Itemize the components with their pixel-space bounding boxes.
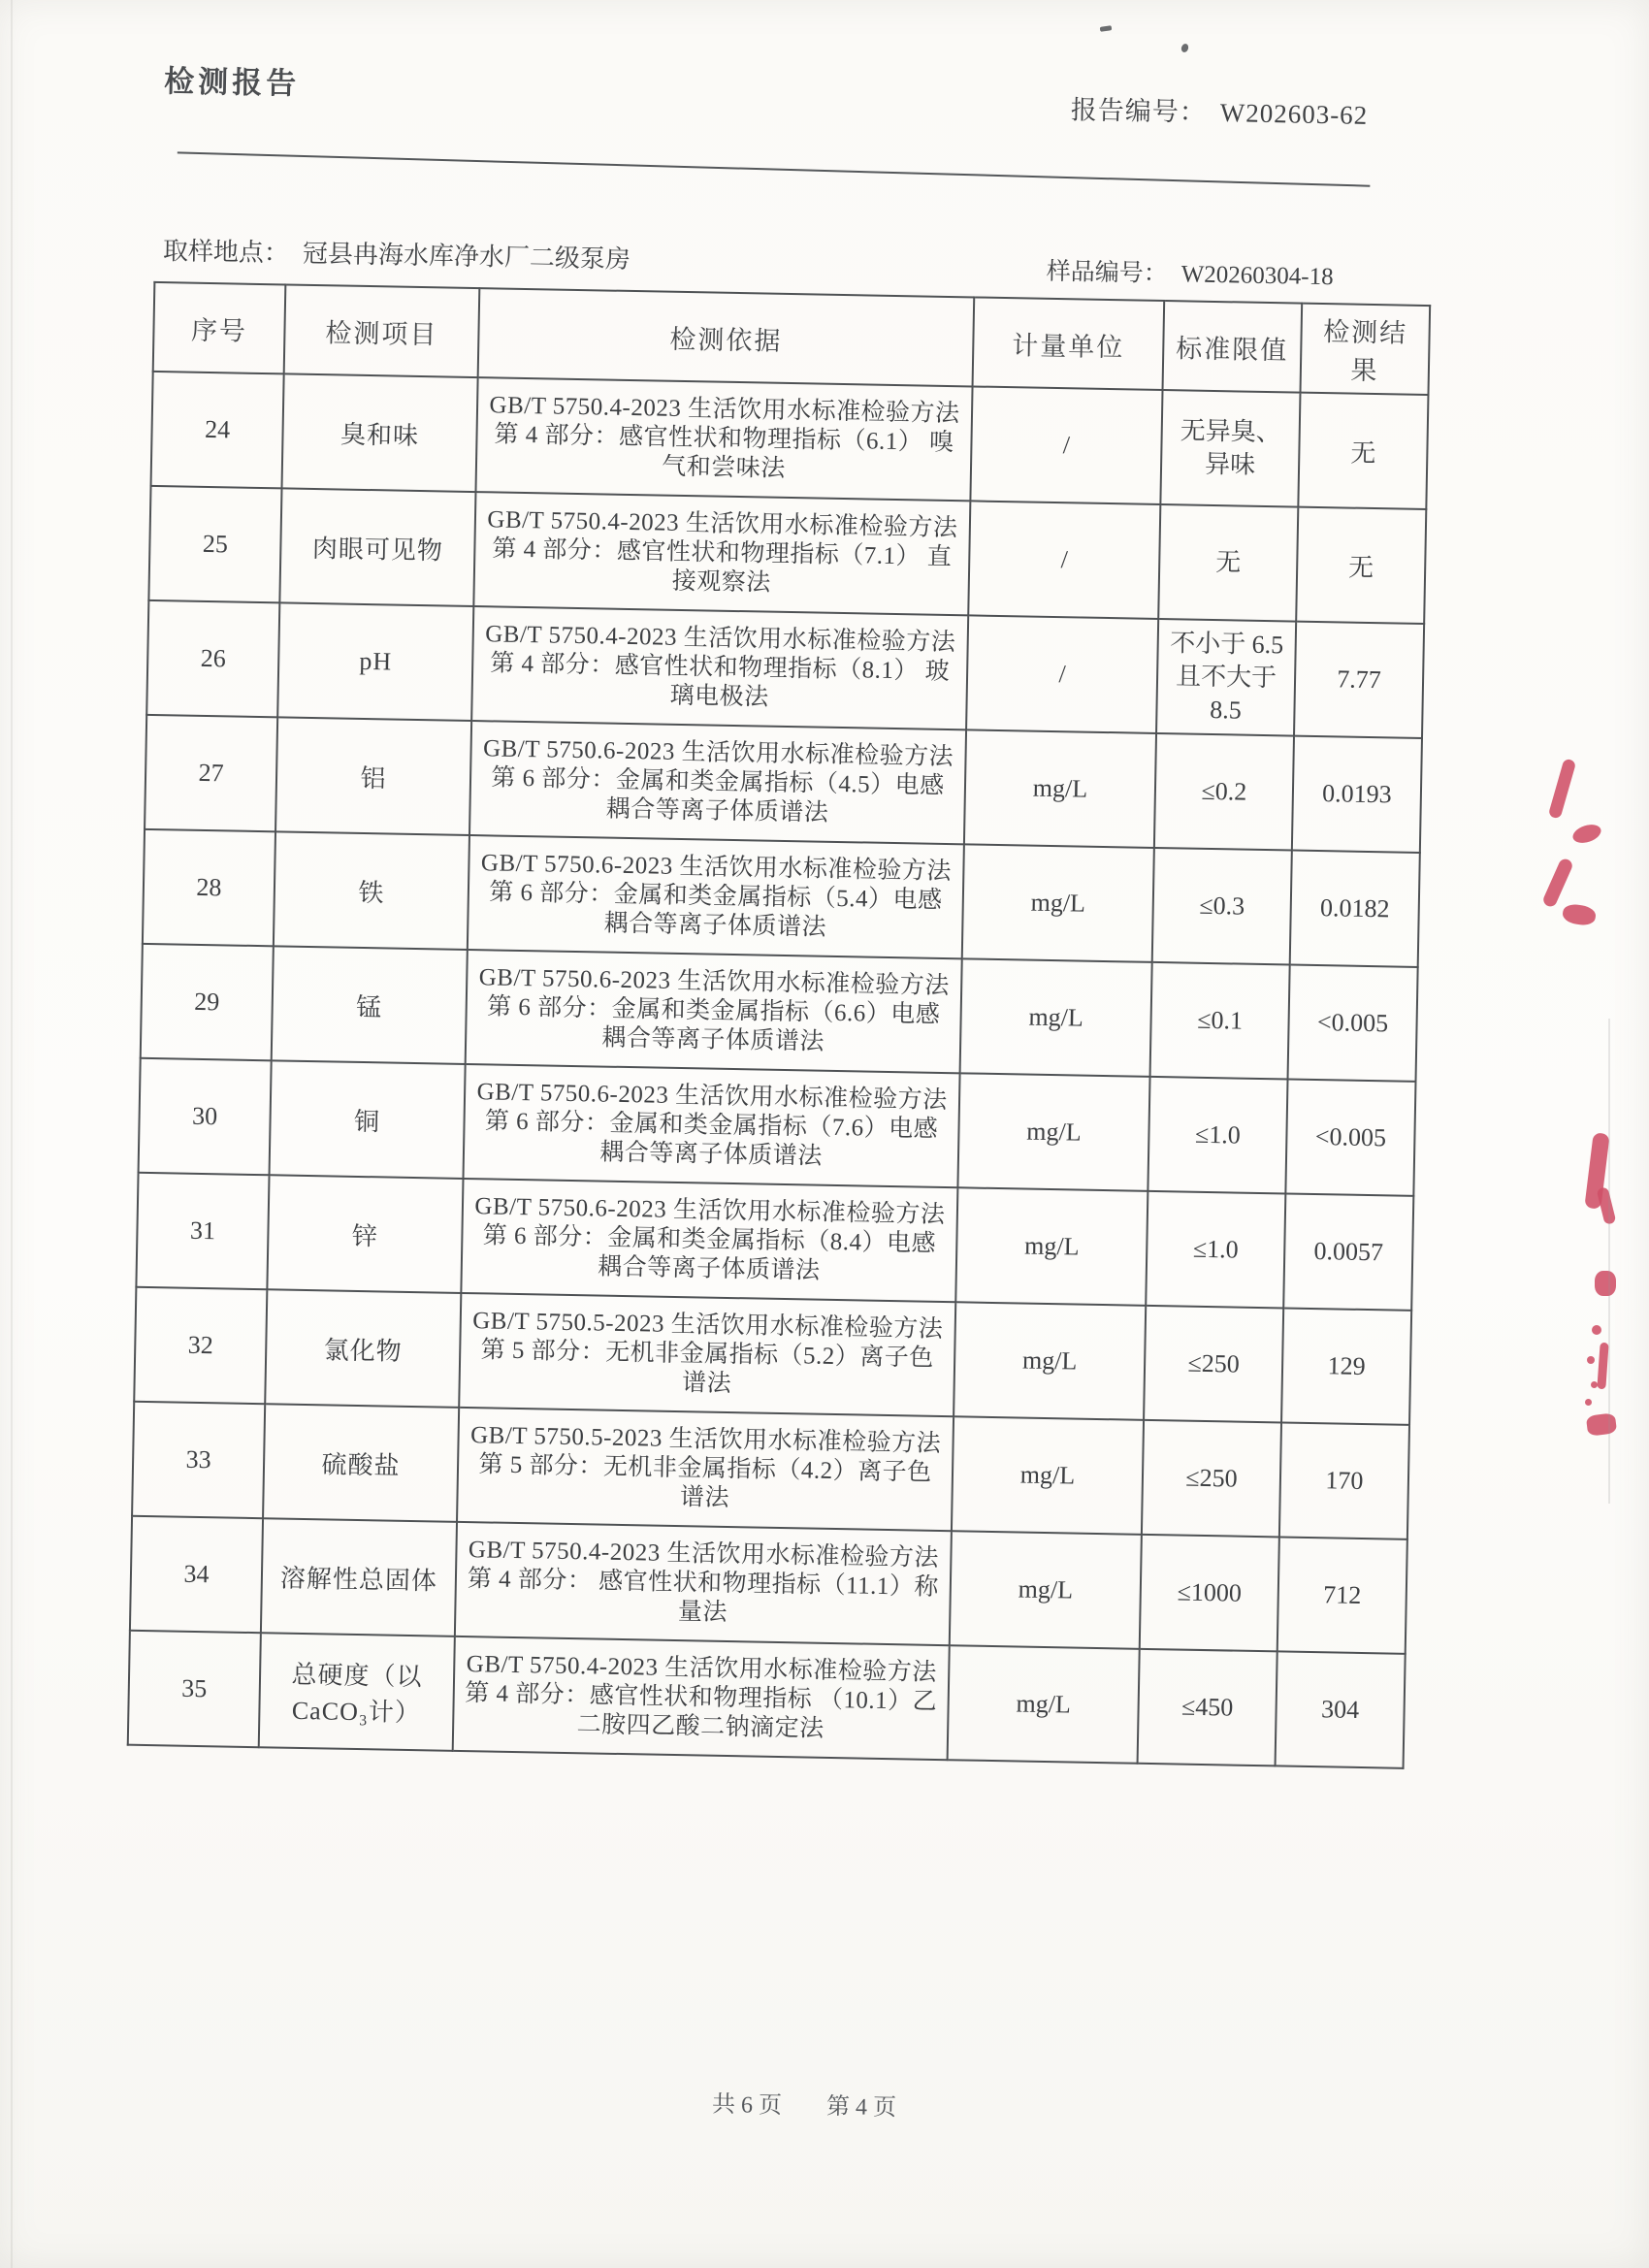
item-cell: 总硬度（以CaCO₃计） [259,1633,455,1751]
basis-cell: GB/T 5750.6-2023 生活饮用水标准检验方法 第 6 部分：金属和类金属指标（4.5）电感耦合等离子体质谱法 [469,721,966,844]
result-cell: <0.005 [1288,965,1418,1082]
red-stamp-fragment [1548,758,1577,819]
basis-cell: GB/T 5750.4-2023 生活饮用水标准检验方法 第 4 部分：感官性状和物理指标（8.1） 玻璃电极法 [471,606,968,729]
title-divider [178,151,1371,186]
sampling-location-value: 冠县冉海水库净水厂二级泵房 [302,239,631,274]
sample-number-label: 样品编号： [1046,258,1168,288]
no-cell: 29 [141,944,274,1060]
limit-cell: ≤250 [1142,1420,1281,1538]
basis-cell: GB/T 5750.4-2023 生活饮用水标准检验方法 第 4 部分： 感官性状和物理指标（11.1）称量法 [455,1522,952,1645]
unit-cell: mg/L [957,1073,1149,1191]
unit-cell: / [970,386,1162,504]
basis-cell: GB/T 5750.6-2023 生活饮用水标准检验方法 第 6 部分：金属和类金属指标（7.6）电感耦合等离子体质谱法 [464,1064,960,1187]
item-cell: 铁 [274,831,469,950]
basis-cell: GB/T 5750.5-2023 生活饮用水标准检验方法 第 5 部分：无机非金属指标（4.2）离子色谱法 [457,1408,954,1531]
basis-cell: GB/T 5750.4-2023 生活饮用水标准检验方法 第 4 部分：感官性状和物理指标 （10.1）乙二胺四乙酸二钠滴定法 [453,1636,950,1760]
sample-number [1046,252,1334,292]
red-stamp-fragment [1597,1343,1608,1390]
item-cell: 锰 [272,946,468,1064]
column-header: 检测依据 [478,288,975,386]
red-stamp-fragment [1595,1271,1616,1296]
item-cell: 锌 [267,1175,463,1293]
result-cell: <0.005 [1285,1079,1415,1195]
no-cell: 31 [136,1173,269,1289]
no-cell: 26 [146,600,279,717]
limit-cell: ≤1.0 [1146,1191,1285,1309]
item-cell: 铜 [270,1060,466,1179]
limit-cell: ≤0.1 [1150,962,1290,1080]
no-cell: 30 [139,1058,272,1175]
unit-cell: mg/L [955,1187,1148,1306]
red-stamp-fragment [1591,1381,1598,1388]
column-header: 检测项目 [284,284,480,377]
report-title: 检测报告 [163,64,301,101]
result-cell: 129 [1281,1308,1411,1424]
column-header: 计量单位 [973,297,1165,390]
results-table-body [128,372,1429,1768]
column-header: 序号 [153,282,286,373]
results-table [127,281,1431,1769]
result-cell: 0.0057 [1283,1193,1413,1310]
item-cell: 氯化物 [265,1289,461,1408]
limit-cell: ≤0.2 [1154,733,1294,851]
unit-cell: / [966,615,1158,733]
result-cell: 无 [1296,507,1426,624]
no-cell: 35 [128,1631,261,1747]
no-cell: 34 [130,1516,263,1633]
pagination-current: 第 4 页 [825,2093,897,2122]
report-number [1070,88,1368,132]
sample-number-value: W20260304-18 [1180,261,1334,291]
limit-cell: ≤450 [1138,1649,1277,1766]
unit-cell: mg/L [964,729,1156,848]
column-header: 标准限值 [1163,301,1303,393]
page-footer [712,2085,942,2122]
basis-cell: GB/T 5750.4-2023 生活饮用水标准检验方法 第 4 部分：感官性状和物理指标（6.1） 嗅气和尝味法 [475,377,972,501]
limit-cell: ≤1.0 [1148,1077,1287,1194]
item-cell: 硫酸盐 [263,1404,459,1522]
basis-cell: GB/T 5750.6-2023 生活饮用水标准检验方法 第 6 部分：金属和类金属指标（8.4）电感耦合等离子体质谱法 [461,1179,957,1302]
item-cell: 臭和味 [282,373,478,492]
no-cell: 25 [148,486,281,602]
unit-cell: / [968,501,1160,619]
unit-cell: mg/L [952,1416,1144,1535]
sampling-location-label: 取样地点： [162,237,290,268]
unit-cell: mg/L [960,958,1152,1077]
result-cell: 无 [1298,393,1428,509]
red-stamp-fragment [1592,1325,1601,1335]
limit-cell: ≤0.3 [1152,848,1292,965]
item-cell: 溶解性总固体 [261,1518,457,1636]
red-stamp-fragment [1562,902,1598,926]
no-cell: 32 [134,1287,267,1404]
table-row [128,1631,1406,1768]
basis-cell: GB/T 5750.4-2023 生活饮用水标准检验方法 第 4 部分：感官性状和物理指标（7.1） 直接观察法 [473,492,970,615]
item-cell: 肉眼可见物 [279,488,475,606]
basis-cell: GB/T 5750.6-2023 生活饮用水标准检验方法 第 6 部分：金属和类金属指标（6.6）电感耦合等离子体质谱法 [466,950,962,1073]
pagination-total: 共 6 页 [711,2091,783,2120]
scan-artifact [1180,43,1190,53]
scan-left-edge-line [11,0,13,2268]
scan-streak-line [1608,1019,1610,1504]
unit-cell: mg/L [954,1302,1146,1420]
limit-cell: 无 [1158,504,1298,622]
unit-cell: mg/L [948,1645,1140,1764]
red-stamp-fragment [1541,857,1574,908]
no-cell: 28 [143,829,275,946]
limit-cell: 不小于 6.5 且不大于 8.5 [1156,619,1296,736]
red-stamp-fragment [1586,1412,1617,1436]
report-number-label: 报告编号： [1070,95,1208,127]
limit-cell: ≤250 [1144,1306,1283,1423]
red-stamp-fragment [1570,822,1603,846]
item-cell: pH [277,602,473,721]
item-cell: 铝 [275,717,471,835]
report-number-value: W202603-62 [1219,98,1369,130]
basis-cell: GB/T 5750.6-2023 生活饮用水标准检验方法 第 6 部分：金属和类金属指标（5.4）电感耦合等离子体质谱法 [468,835,964,958]
result-cell: 7.77 [1294,622,1424,738]
unit-cell: mg/L [962,844,1154,962]
sampling-location [163,231,631,275]
no-cell: 33 [132,1402,265,1518]
column-header: 检测结果 [1300,304,1430,395]
basis-cell: GB/T 5750.5-2023 生活饮用水标准检验方法 第 5 部分：无机非金属指标（5.2）离子色谱法 [459,1293,955,1416]
red-stamp-fragment [1585,1399,1592,1406]
no-cell: 27 [145,715,277,831]
result-cell: 712 [1277,1537,1407,1653]
no-cell: 24 [151,372,284,488]
scan-artifact [1100,25,1113,32]
limit-cell: ≤1000 [1140,1535,1279,1652]
limit-cell: 无异臭、异味 [1160,390,1300,507]
result-cell: 0.0182 [1290,851,1420,967]
result-cell: 170 [1279,1422,1409,1539]
scan-content [15,37,1431,2196]
result-cell: 0.0193 [1292,736,1422,853]
unit-cell: mg/L [950,1531,1142,1649]
red-stamp-fragment [1587,1356,1595,1364]
result-cell: 304 [1276,1651,1406,1767]
